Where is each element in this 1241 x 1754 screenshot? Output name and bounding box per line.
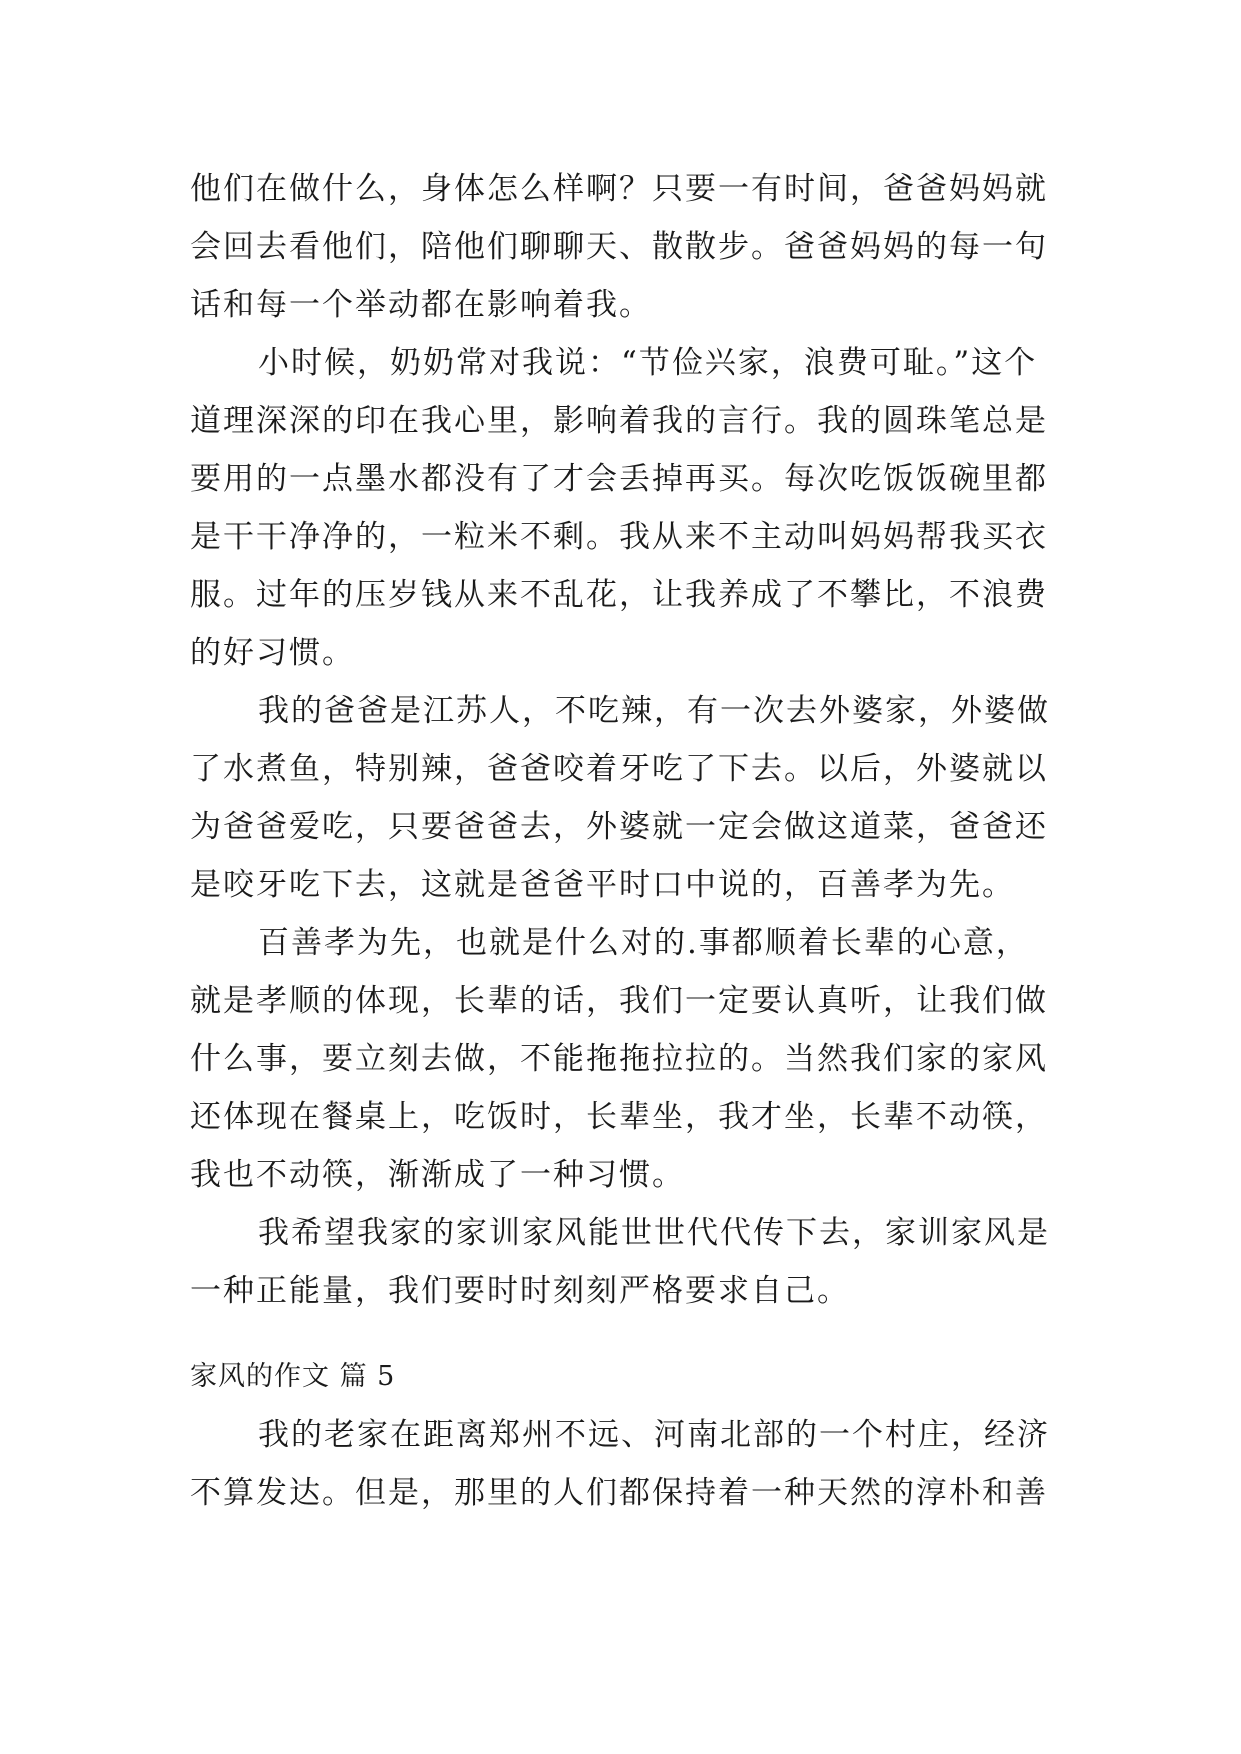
section-paragraph-1 [190, 1406, 1070, 1522]
text-line: 会回去看他们，陪他们聊聊天、散散步。爸爸妈妈的每一句 [190, 229, 1048, 265]
paragraph-3 [190, 682, 1070, 914]
text-line: 就是孝顺的体现，长辈的话，我们一定要认真听，让我们做 [190, 983, 1048, 1019]
text-line: 是咬牙吃下去，这就是爸爸平时口中说的，百善孝为先。 [190, 867, 1015, 903]
paragraph-5 [190, 1204, 1070, 1320]
text-line: 我的老家在距离郑州不远、河南北部的一个村庄，经济 [258, 1417, 1050, 1453]
text-line: 什么事，要立刻去做，不能拖拖拉拉的。当然我们家的家风 [190, 1041, 1048, 1077]
text-line: 是干干净净的，一粒米不剩。我从来不主动叫妈妈帮我买衣 [190, 519, 1048, 555]
text-line: 道理深深的印在我心里，影响着我的言行。我的圆珠笔总是 [190, 403, 1048, 439]
text-line: 为爸爸爱吃，只要爸爸去，外婆就一定会做这道菜，爸爸还 [190, 809, 1048, 845]
text-line: 要用的一点墨水都没有了才会丢掉再买。每次吃饭饭碗里都 [190, 461, 1048, 497]
section-title: 家风的作文 篇 5 [190, 1361, 396, 1392]
text-line: 不算发达。但是，那里的人们都保持着一种天然的淳朴和善 [190, 1475, 1048, 1511]
text-line: 我的爸爸是江苏人，不吃辣，有一次去外婆家，外婆做 [258, 693, 1050, 729]
text-line: 的好习惯。 [190, 635, 355, 671]
text-line: 百善孝为先，也就是什么对的.事都顺着长辈的心意， [258, 925, 1029, 961]
text-line: 我希望我家的家训家风能世世代代传下去，家训家风是 [258, 1215, 1050, 1251]
text-line: 服。过年的压岁钱从来不乱花，让我养成了不攀比，不浪费 [190, 577, 1048, 613]
text-line: 话和每一个举动都在影响着我。 [190, 287, 652, 323]
document-content [190, 160, 1070, 1522]
text-line: 了水煮鱼，特别辣，爸爸咬着牙吃了下去。以后，外婆就以 [190, 751, 1048, 787]
text-line: 我也不动筷，渐渐成了一种习惯。 [190, 1157, 685, 1193]
text-line: 小时候，奶奶常对我说：“节俭兴家，浪费可耻。”这个 [258, 345, 1038, 381]
paragraph-1 [190, 160, 1070, 334]
text-line: 一种正能量，我们要时时刻刻严格要求自己。 [190, 1273, 850, 1309]
paragraph-2 [190, 334, 1070, 682]
text-line: 还体现在餐桌上，吃饭时，长辈坐，我才坐，长辈不动筷， [190, 1099, 1048, 1135]
text-line: 他们在做什么，身体怎么样啊？只要一有时间，爸爸妈妈就 [190, 171, 1048, 207]
paragraph-4 [190, 914, 1070, 1204]
